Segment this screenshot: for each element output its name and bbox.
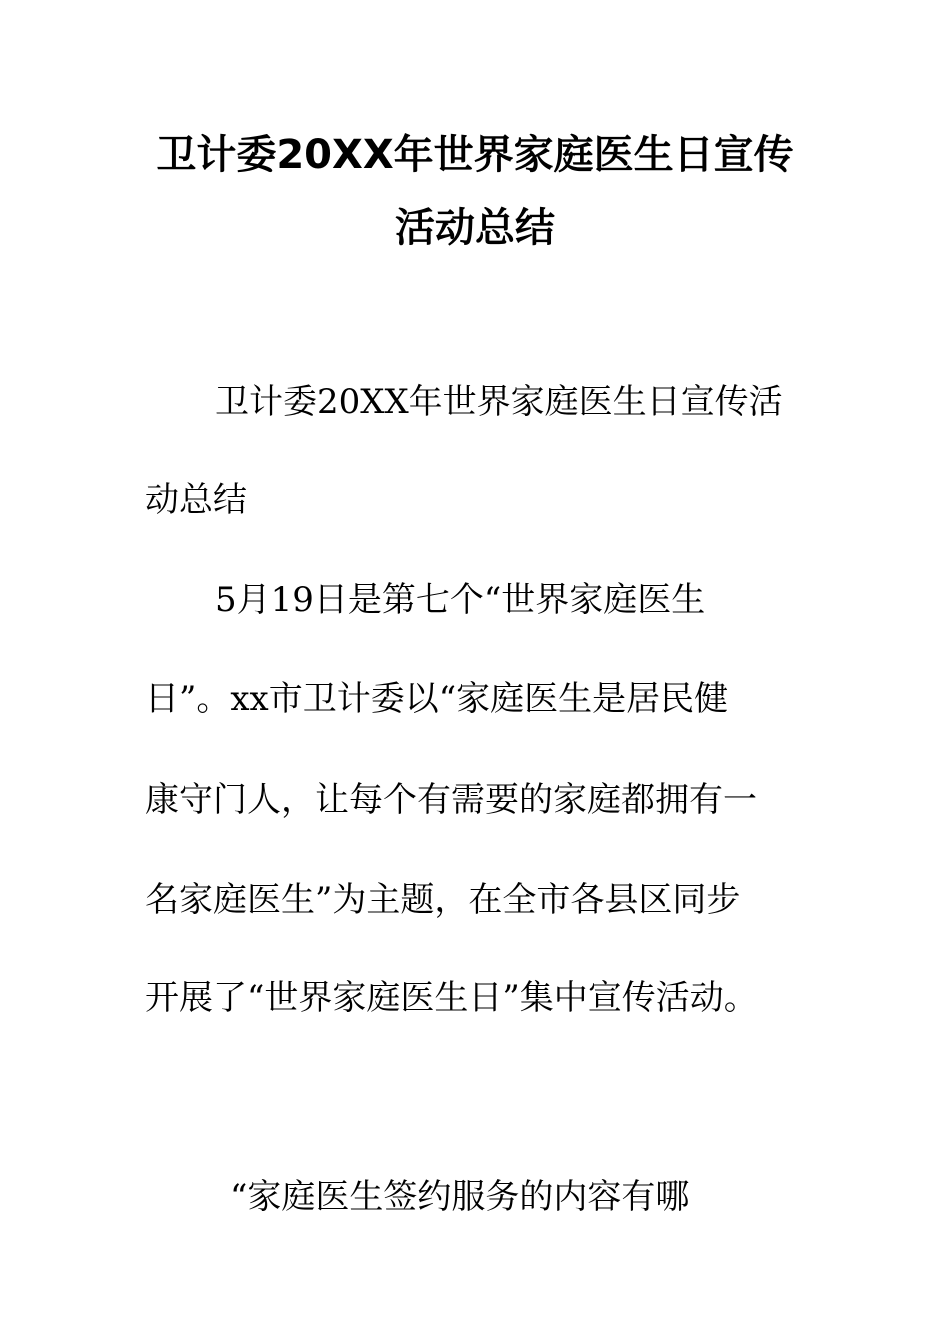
paragraph-2-line-5: 开展了“世界家庭医生日”集中宣传活动。 (145, 978, 758, 1018)
paragraph-2-line-4: 名家庭医生”为主题，在全市各县区同步 (145, 880, 741, 920)
paragraph-1-line-1: 卫计委20XX年世界家庭医生日宣传活 (215, 382, 783, 422)
paragraph-1-line-2: 动总结 (145, 480, 247, 520)
paragraph-2-line-3: 康守门人，让每个有需要的家庭都拥有一 (145, 780, 757, 820)
paragraph-2-line-2: 日”。xx市卫计委以“家庭医生是居民健 (145, 679, 729, 719)
paragraph-2-line-1: 5月19日是第七个“世界家庭医生 (215, 580, 706, 620)
document-title-line-2: 活动总结 (395, 205, 555, 251)
paragraph-3-line-1: “家庭医生签约服务的内容有哪 (230, 1177, 690, 1217)
document-title-line-1: 卫计委20XX年世界家庭医生日宣传 (156, 132, 794, 178)
